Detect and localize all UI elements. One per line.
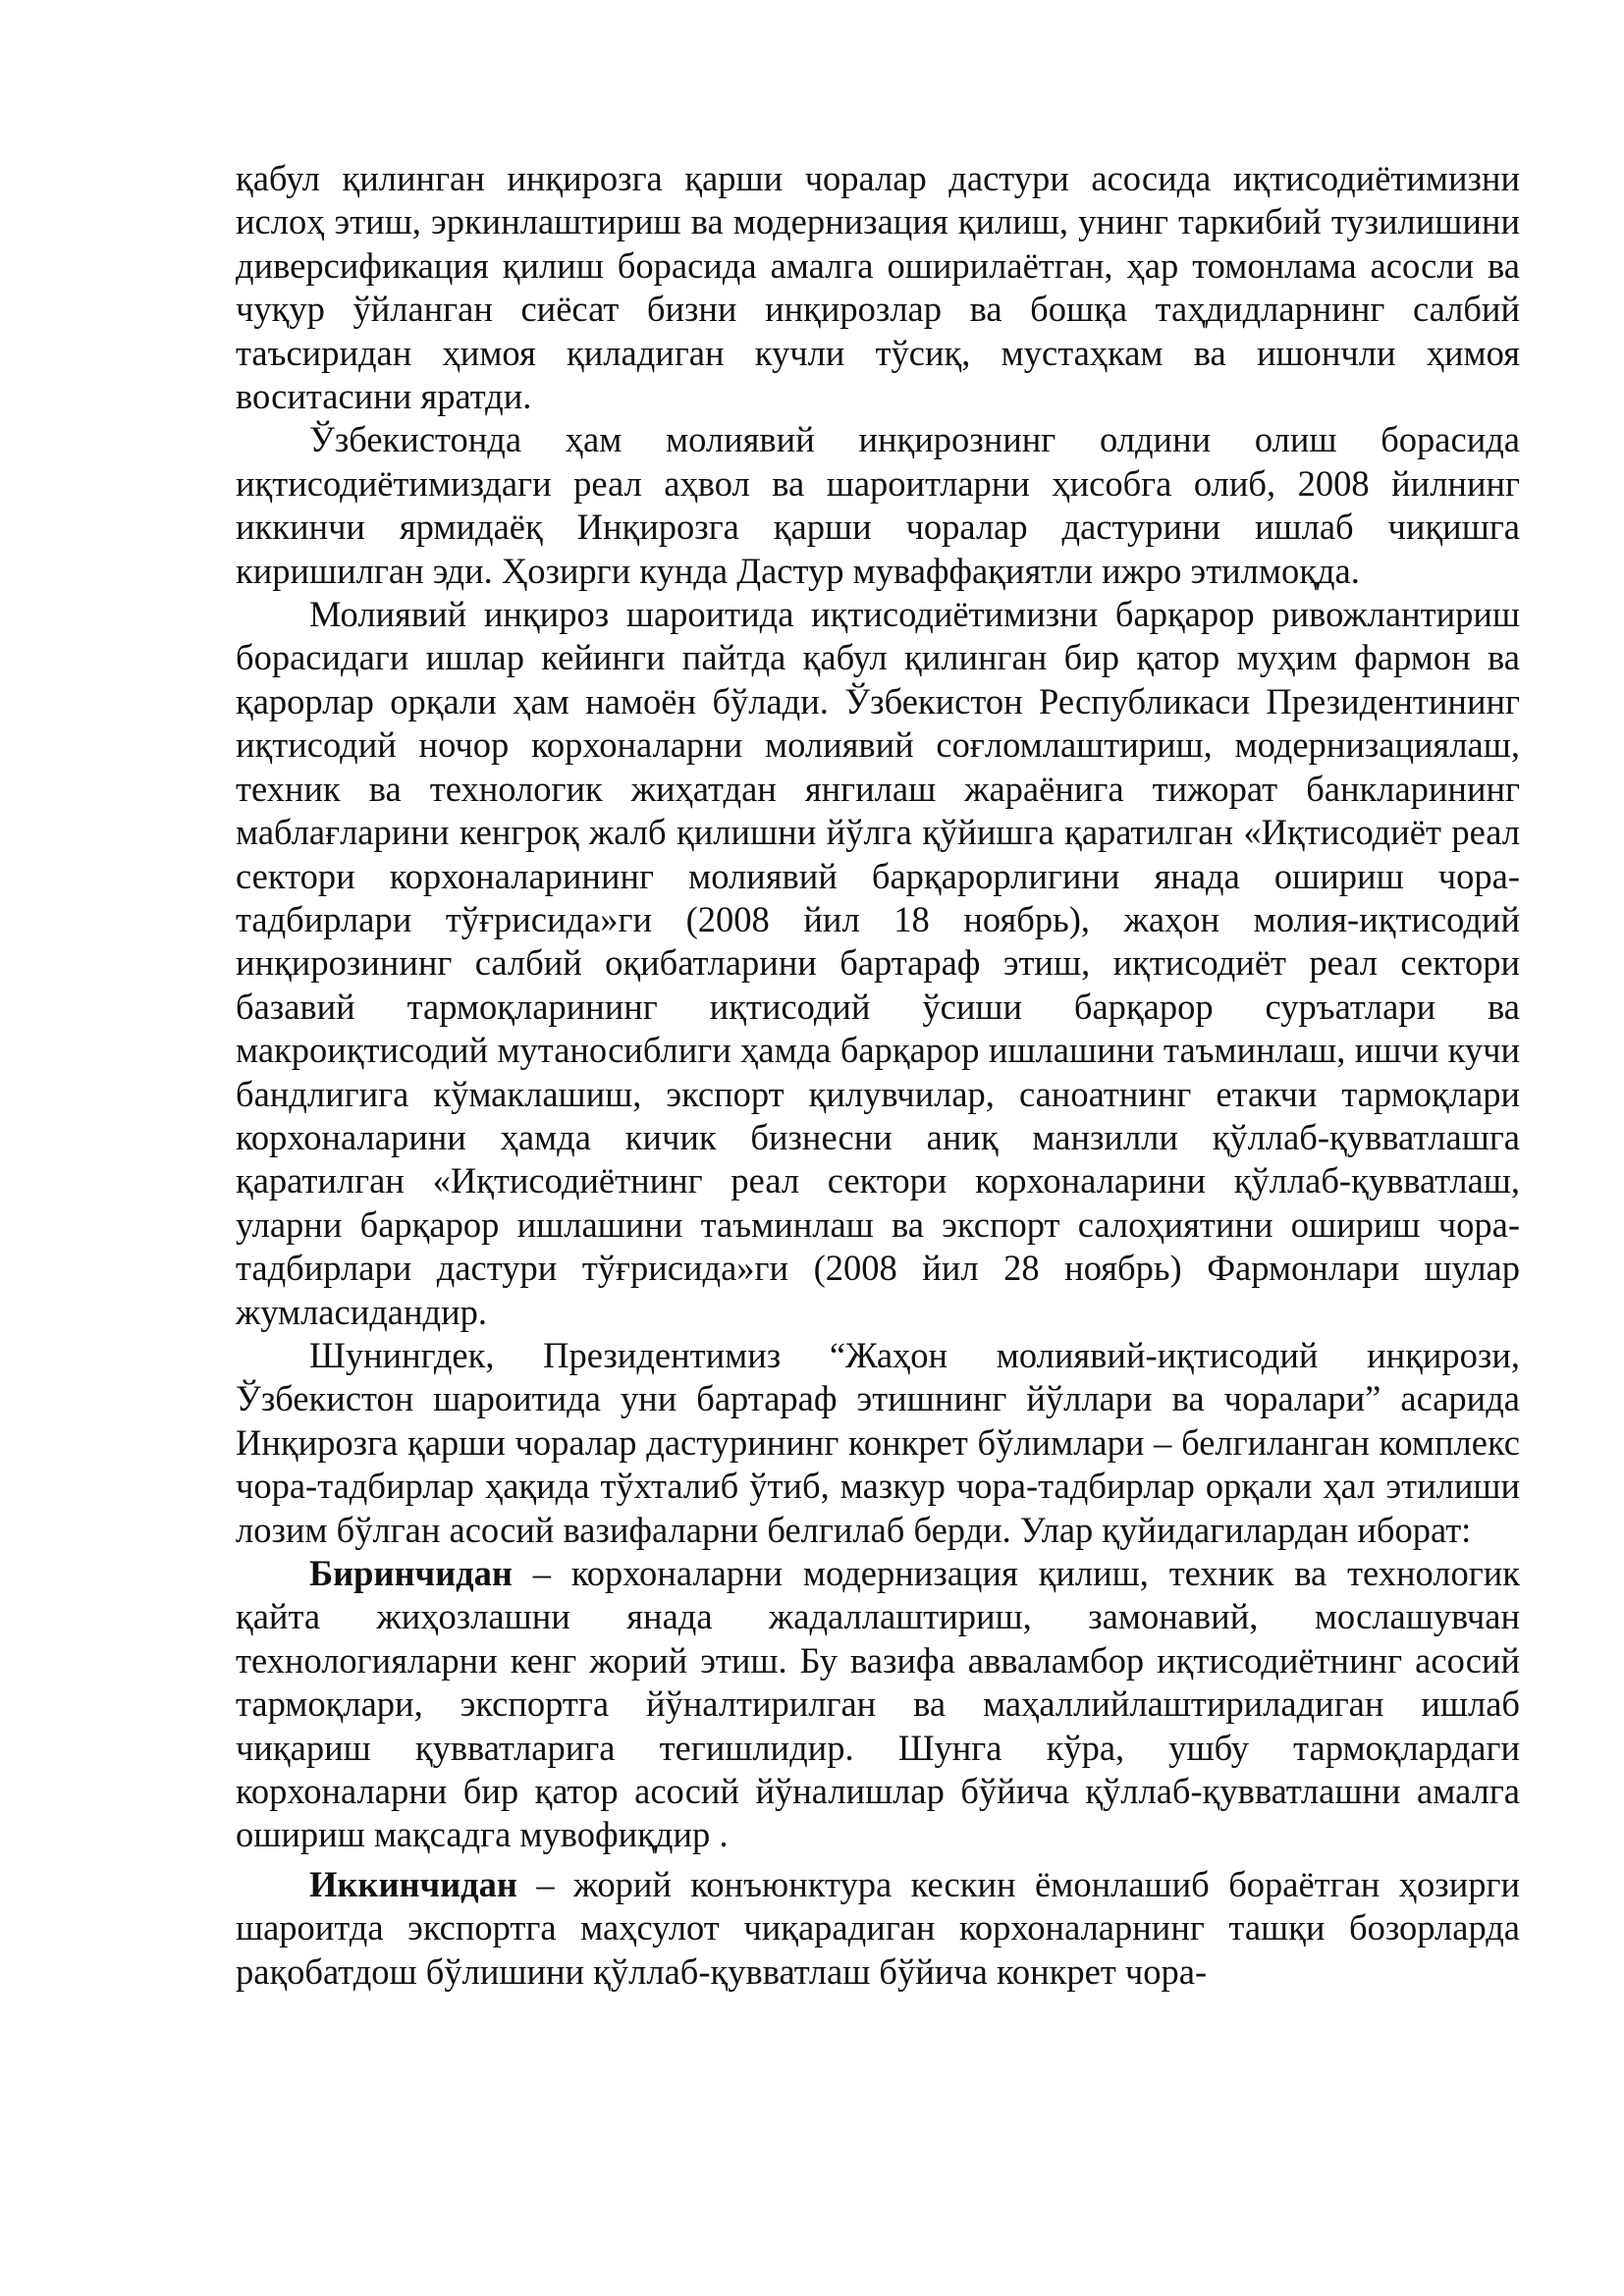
paragraph-5	[236, 1552, 1520, 1857]
paragraph-1: қабул қилинган инқирозга қарши чоралар дастури асосида иқтисодиётимизни ислоҳ этиш, эркинлаштириш ва модернизация қилиш, унинг таркибий тузилишини диверсификация қилиш борасида амалга оширилаётган, ҳар томонлама асосли ва чуқур ўйланган сиёсат бизни инқирозлар ва бошқа таҳдидларнинг салбий таъсиридан ҳимоя қиладиган кучли тўсиқ, мустаҳкам ва ишончли ҳимоя воситасини яратди.	[236, 158, 1520, 417]
paragraph-2: Ўзбекистонда ҳам молиявий инқирознинг олдини олиш борасида иқтисодиётимиздаги реал аҳвол ва шароитларни ҳисобга олиб, 2008 йилнинг иккинчи ярмидаёқ Инқирозга қарши чоралар дастурини ишлаб чиқишга киришилган эди. Ҳозирги кунда Дастур муваффақиятли ижро этилмоқда.	[236, 419, 1520, 591]
paragraph-6-body: – жорий конъюнктура кескин ёмонлашиб бораётган ҳозирги шароитда экспортга маҳсулот чиқарадиган корхоналарнинг ташқи бозорларда рақобатдош бўлишини қўллаб-қувватлаш бўйича конкрет чора-	[236, 1863, 1520, 1992]
paragraph-6-lead: Иккинчидан	[309, 1863, 517, 1904]
paragraph-4: Шунингдек, Президентимиз “Жаҳон молиявий-иқтисодий инқирози, Ўзбекистон шароитида уни бартараф этишнинг йўллари ва чоралари” асарида Инқирозга қарши чоралар дастурининг конкрет бўлимлари – белгиланган комплекс чора-тадбирлар ҳақида тўхталиб ўтиб, мазкур чора-тадбирлар орқали ҳал этилиши лозим бўлган асосий вазифаларни белгилаб берди. Улар қуйидагилардан иборат:	[236, 1334, 1520, 1550]
paragraph-3: Молиявий инқироз шароитида иқтисодиётимизни барқарор ривожлантириш борасидаги ишлар кейинги пайтда қабул қилинган бир қатор муҳим фармон ва қарорлар орқали ҳам намоён бўлади. Ўзбекистон Республикаси Президентининг иқтисодий ночор корхоналарни молиявий соғломлаштириш, модернизациялаш, техник ва технологик жиҳатдан янгилаш жараёнига тижорат банкларининг маблағларини кенгроқ жалб қилишни йўлга қўйишга қаратилган «Иқтисодиёт реал сектори корхоналарининг молиявий барқарорлигини янада ошириш чора-тадбирлари тўғрисида»ги (2008 йил 18 ноябрь), жаҳон молия-иқтисодий инқирозининг салбий оқибатларини бартараф этиш, иқтисодиёт реал сектори базавий тармоқларининг иқтисодий ўсиши барқарор суръатлари ва макроиқтисодий мутаносиблиги ҳамда барқарор ишлашини таъминлаш, ишчи кучи бандлигига кўмаклашиш, экспорт қилувчилар, саноатнинг етакчи тармоқлари корхоналарини ҳамда кичик бизнесни аниқ манзилли қўллаб-қувватлашга қаратилган «Иқтисодиётнинг реал сектори корхоналарини қўллаб-қувватлаш, уларни барқарор ишлашини таъминлаш ва экспорт салоҳиятини ошириш чора-тадбирлари дастури тўғрисида»ги (2008 йил 28 ноябрь) Фармонлари шулар жумласидандир.	[236, 594, 1520, 1332]
paragraph-6	[236, 1863, 1520, 1994]
paragraph-5-body: – корхоналарни модернизация қилиш, техник ва технологик қайта жиҳозлашни янада жадаллаштириш, замонавий, мослашувчан технологияларни кенг жорий этиш. Бу вазифа авваламбор иқтисодиётнинг асосий тармоқлари, экспортга йўналтирилган ва маҳаллийлаштириладиган ишлаб чиқариш қувватларига тегишлидир. Шунга кўра, ушбу тармоқлардаги корхоналарни бир қатор асосий йўналишлар бўйича қўллаб-қувватлашни амалга ошириш мақсадга мувофиқдир .	[236, 1553, 1520, 1855]
paragraph-5-lead: Биринчидан	[309, 1553, 513, 1593]
document-page	[236, 157, 1520, 1994]
